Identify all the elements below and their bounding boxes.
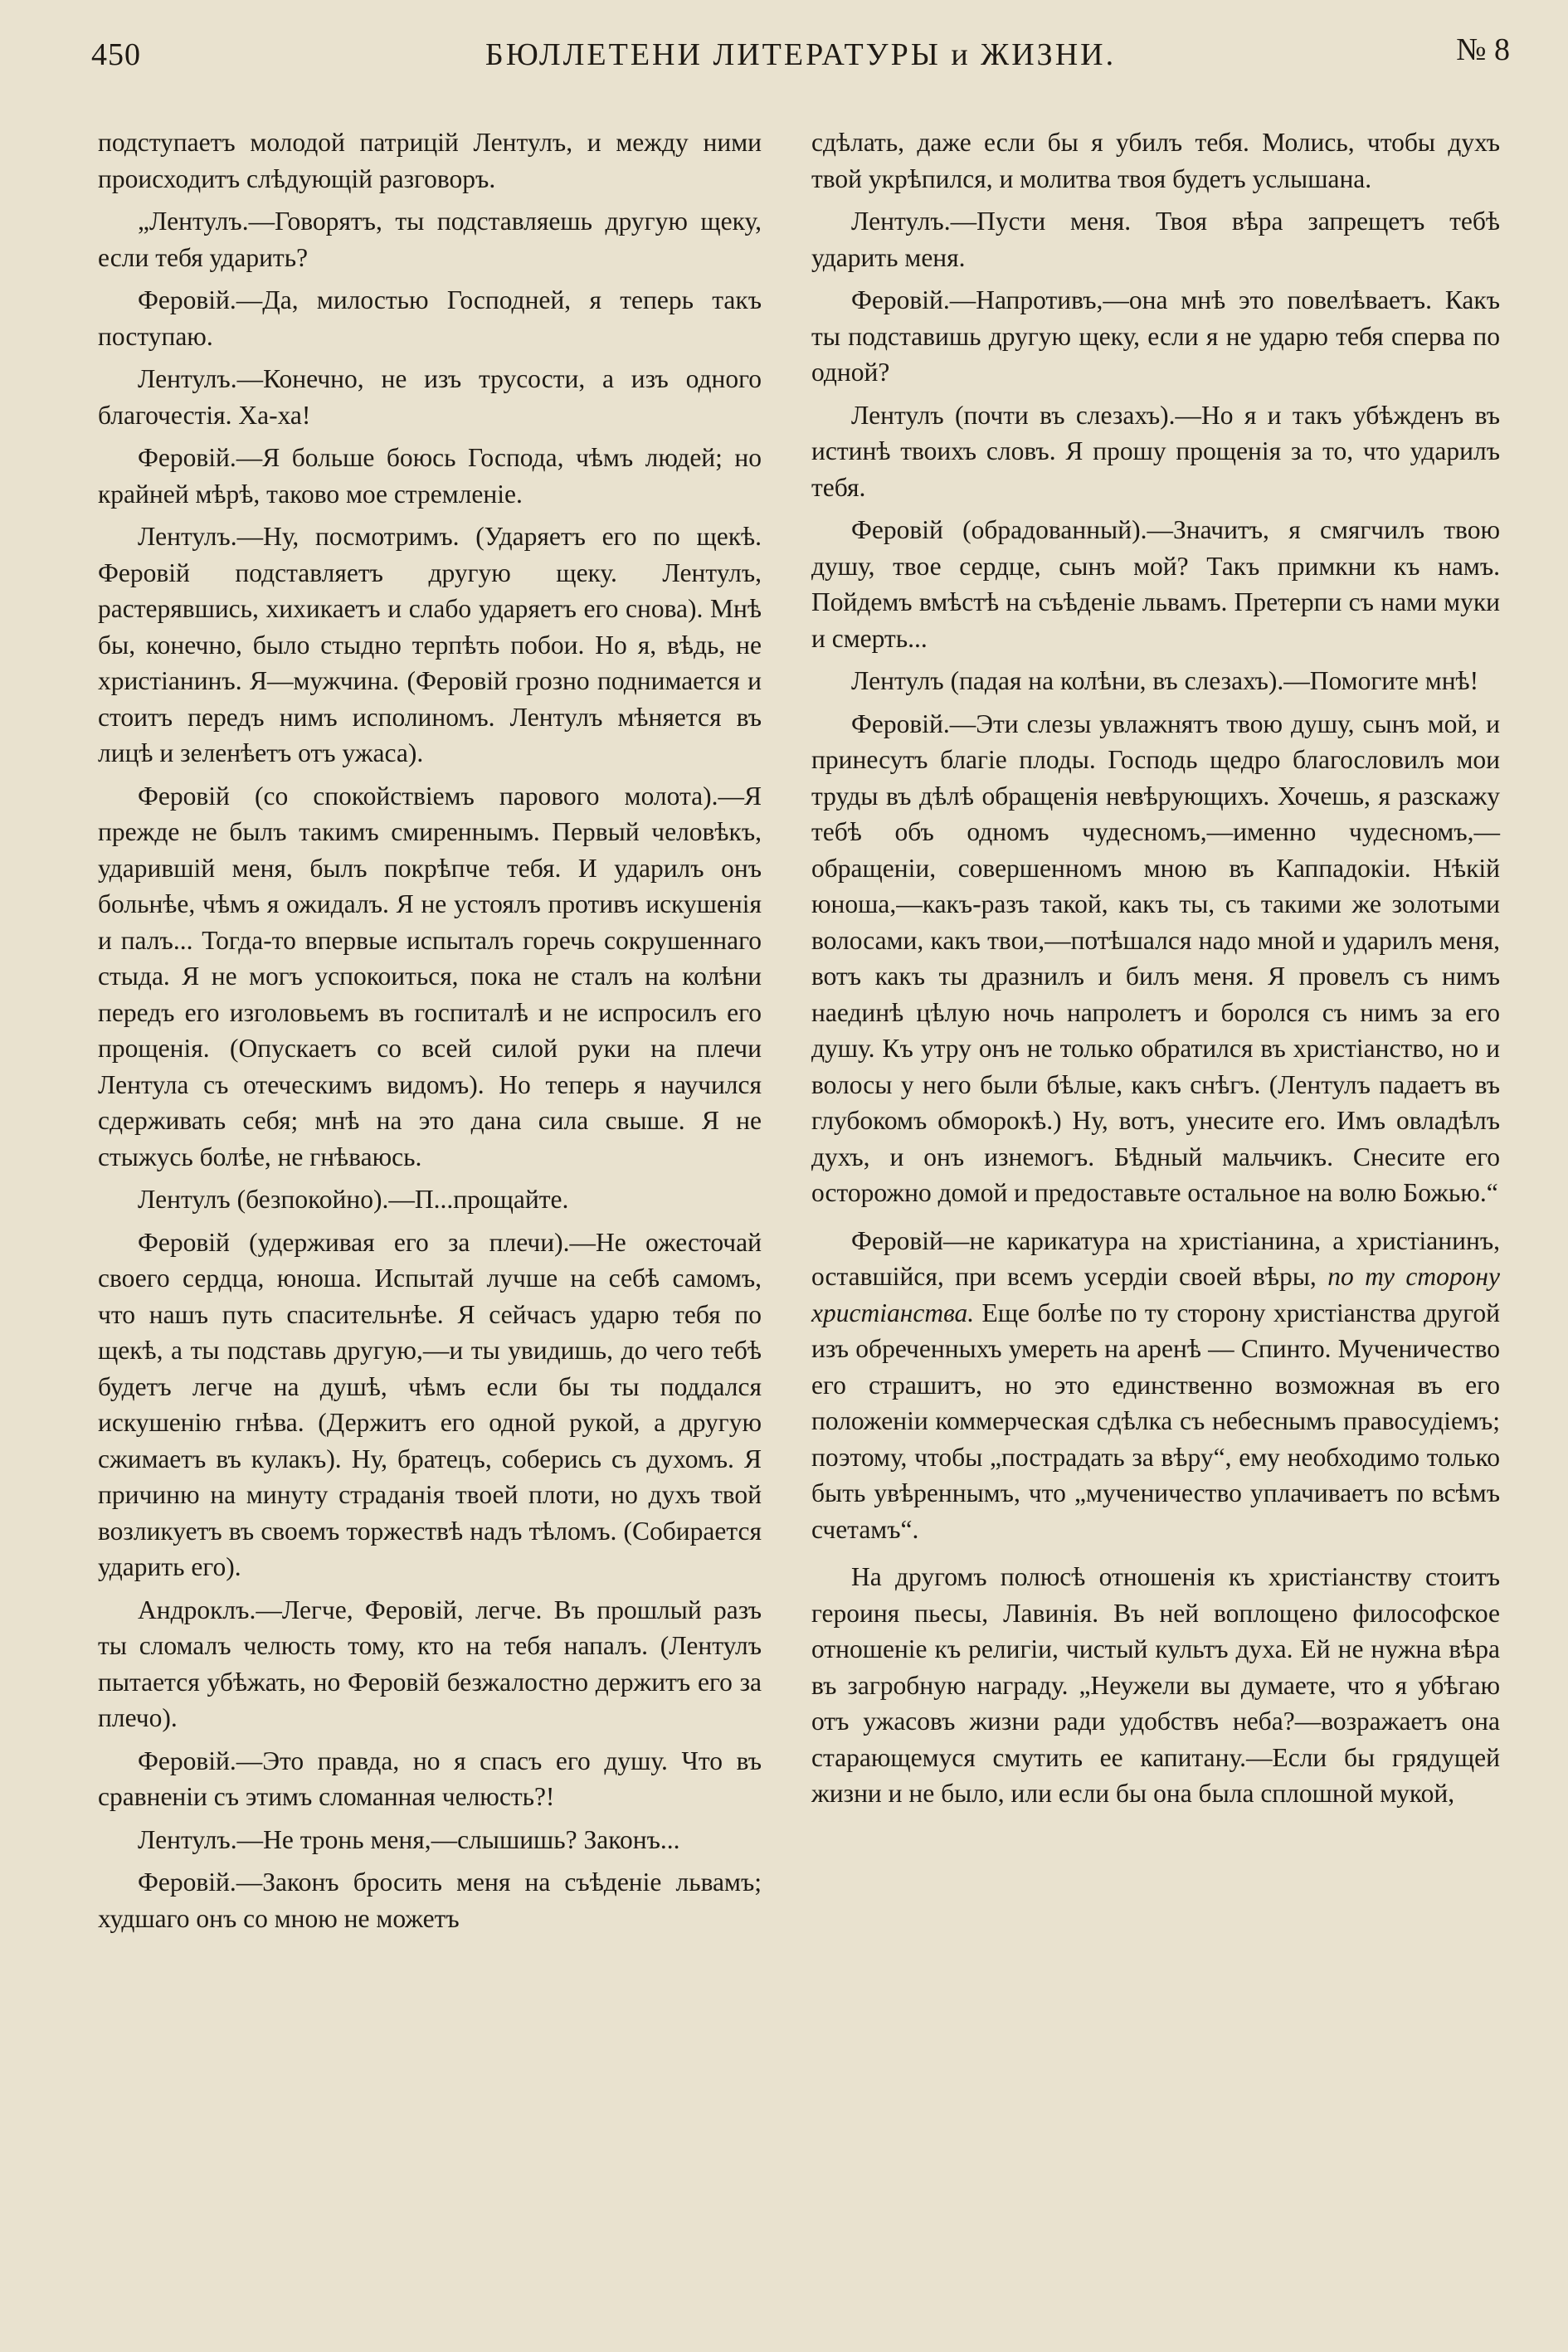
right-column [811, 124, 1500, 1819]
paragraph: Феровій (со спокойствіемъ парового молота).—Я прежде не былъ такимъ смиреннымъ. Первый человѣкъ, ударившій меня, былъ покрѣпче тебя. И ударилъ онъ больнѣе, чѣмъ я ожидалъ. Я не устоялъ противъ искушенія и палъ... Тогда-то впервые испыталъ горечь сокрушеннаго стыда. Я не могъ успокоиться, пока не сталъ на колѣни передъ его изголовьемъ въ госпиталѣ и не испросилъ его прощенія. (Опускаетъ со всей силой руки на плечи Лентула съ отеческимъ видомъ). Но теперь я научился сдерживать себя; мнѣ на это дана сила свыше. Я не стыжусь болѣе, не гнѣваюсь. [98, 781, 762, 1171]
left-column [98, 124, 762, 1943]
paragraph: Феровій.—Законъ бросить меня на съѣденіе львамъ; худшаго онъ со мною не можетъ [98, 1867, 762, 1933]
paragraph: сдѣлать, даже если бы я убилъ тебя. Молись, чтобы духъ твой укрѣпился, и молитва твоя будетъ услышана. [811, 128, 1500, 193]
paragraph: Лентулъ (безпокойно).—П...прощайте. [138, 1185, 569, 1214]
paragraph: „Лентулъ.—Говорятъ, ты подставляешь другую щеку, если тебя ударить? [98, 207, 762, 272]
paragraph: Лентулъ (падая на колѣни, въ слезахъ).—Помогите мнѣ! [851, 666, 1479, 695]
paragraph: Феровій (удерживая его за плечи).—Не ожесточай своего сердца, юноша. Испытай лучше на себѣ самомъ, что нашъ путь спасительнѣе. Я сейчасъ ударю тебя по щекѣ, а ты подставь другую,—и ты увидишь, до чего тебѣ будетъ легче на душѣ, чѣмъ если бы ты поддался искушенію гнѣва. (Держитъ его одной рукой, а другую сжимаетъ въ кулакъ). Ну, братецъ, соберись съ духомъ. Я причиню на минуту страданія твоей плоти, но духъ твой возликуетъ въ своемъ торжествѣ надъ тѣломъ. (Собирается ударить его). [98, 1227, 762, 1581]
paragraph: подступаетъ молодой патрицій Лентулъ, и между ними происходитъ слѣдующій разговоръ. [98, 128, 762, 193]
emphasized-phrase: по ту сторону христіанства. [811, 1262, 1500, 1327]
paragraph: Феровій (обрадованный).—Значитъ, я смягчилъ твою душу, твое сердце, сынъ мой? Такъ примкни къ намъ. Пойдемъ вмѣстѣ на съѣденіе львамъ. Претерпи съ нами муки и смерть... [811, 515, 1500, 653]
paragraph-with-emphasis [811, 1223, 1500, 1548]
paragraph: На другомъ полюсѣ отношенія къ христіанству стоитъ героиня пьесы, Лавинія. Въ ней воплощено философское отношеніе къ религіи, чистый культъ духа. Ей не нужна вѣра въ загробную награду. „Неужели вы думаете, что я убѣгаю отъ ужасовъ жизни ради удобствъ неба?—возражаетъ она старающемуся смутить ее капитану.—Если бы грядущей жизни и не было, или если бы она была сплошной мукой, [811, 1562, 1500, 1808]
paragraph: Лентулъ.—Ну, посмотримъ. (Ударяетъ его по щекѣ. Феровій подставляетъ другую щеку. Лентулъ, растерявшись, хихикаетъ и слабо ударяетъ его снова). Мнѣ бы, конечно, было стыдно терпѣть побои. Но я, вѣдь, не христіанинъ. Я—мужчина. (Феровій грозно поднимается и стоитъ передъ нимъ исполиномъ. Лентулъ мѣняется въ лицѣ и зеленѣетъ отъ ужаса). [98, 522, 762, 767]
paragraph: Феровій.—Это правда, но я спасъ его душу. Что въ сравненіи съ этимъ сломанная челюсть?! [98, 1746, 762, 1811]
paragraph: Феровій.—Да, милостью Господней, я теперь такъ поступаю. [98, 285, 762, 351]
issue-number: № 8 [1456, 32, 1510, 67]
paragraph: Феровій.—Эти слезы увлажнятъ твою душу, сынъ мой, и принесутъ благіе плоды. Господь щедро благословилъ мои труды въ дѣлѣ обращенія невѣрующихъ. Хочешь, я разскажу тебѣ объ одномъ чудесномъ,—именно чудесномъ,—обращеніи, совершенномъ мною въ Каппадокіи. Нѣкій юноша,—какъ-разъ такой, какъ ты, съ такими же золотыми волосами, какъ твои,—потѣшался надо мной и ударилъ меня, вотъ какъ ты дразнилъ и билъ меня. Я провелъ съ нимъ наединѣ цѣлую ночь напролетъ и боролся съ нимъ за его душу. Къ утру онъ не только обратился въ христіанство, но и волосы у него были бѣлые, какъ снѣгъ. (Лентулъ падаетъ въ глубокомъ обморокѣ.) Ну, вотъ, унесите его. Имъ овладѣлъ духъ, и онъ изнемогъ. Бѣдный мальчикъ. Снесите его осторожно домой и предоставьте остальное на волю Божью.“ [811, 709, 1500, 1207]
paragraph: Андроклъ.—Легче, Феровій, легче. Въ прошлый разъ ты сломалъ челюсть тому, кто на тебя напалъ. (Лентулъ пытается убѣжать, но Феровій безжалостно держитъ его за плечо). [98, 1595, 762, 1732]
page-number: 450 [91, 37, 141, 72]
paragraph: Феровій.—Я больше боюсь Господа, чѣмъ людей; но крайней мѣрѣ, таково мое стремленіе. [98, 443, 762, 509]
page-header [91, 32, 1510, 81]
running-title: БЮЛЛЕТЕНИ ЛИТЕРАТУРЫ и ЖИЗНИ. [485, 37, 1117, 72]
paragraph-text: Еще болѣе по ту сторону христіанства другой изъ обреченныхъ умереть на аренѣ — Спинто. Мученичество его страшитъ, но это единственно возможная въ его положеніи коммерческая сдѣлка съ небеснымъ правосудіемъ; поэтому, чтобы „пострадать за вѣру“, ему необходимо только быть увѣреннымъ, что „мученичество уплачиваетъ по всѣмъ счетамъ“. [811, 1298, 1500, 1544]
paragraph: Лентулъ.—Пусти меня. Твоя вѣра запрещетъ тебѣ ударить меня. [811, 207, 1500, 272]
paragraph: Лентулъ.—Не тронь меня,—слышишь? Законъ... [138, 1824, 680, 1854]
paragraph: Лентулъ.—Конечно, не изъ трусости, а изъ одного благочестія. Ха-ха! [98, 364, 762, 430]
paragraph: Феровій.—Напротивъ,—она мнѣ это повелѣваетъ. Какъ ты подставишь другую щеку, если я не ударю тебя сперва по одной? [811, 285, 1500, 387]
paragraph-text: Феровій—не карикатура на христіанина, а христіанинъ, оставшійся, при всемъ усердіи своей вѣры, [811, 1225, 1500, 1291]
paragraph: Лентулъ (почти въ слезахъ).—Но я и такъ убѣжденъ въ истинѣ твоихъ словъ. Я прошу прощенія за то, что ударилъ тебя. [811, 400, 1500, 502]
